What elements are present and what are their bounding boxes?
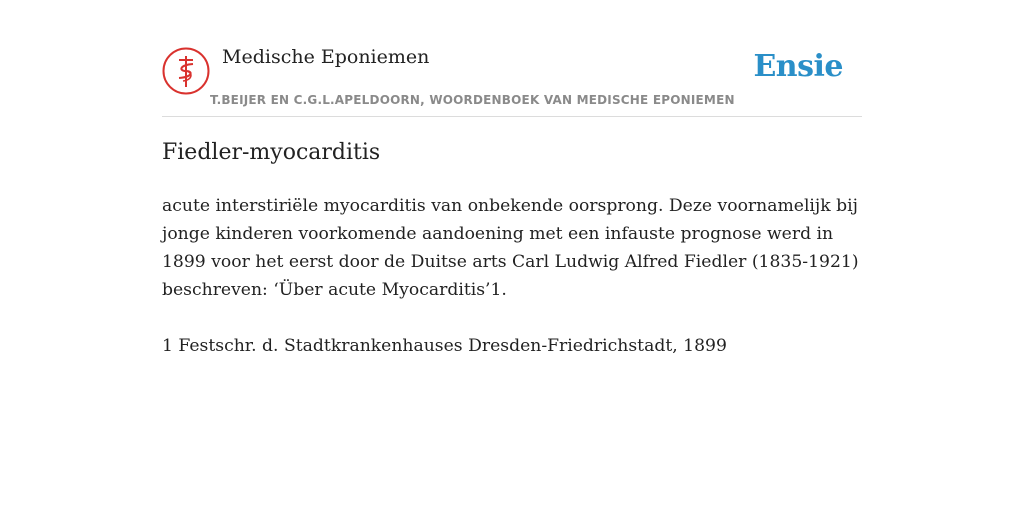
ensie-logo[interactable]: Ensie [753,49,843,84]
entry-definition: acute interstiriële myocarditis van onbekende oorsprong. Deze voornamelijk bij jonge kinderen voorkomende aandoening met een infauste prognose werd in 1899 voor het eerst door de Duitse arts Carl Ludwig Alfred Fiedler (1835-1921) beschreven: ‘Über acute Myocarditis’1. [162,196,859,300]
source-title[interactable]: Medische Eponiemen [222,46,430,68]
entry-footnote: 1 Festschr. d. Stadtkrankenhauses Dresden-Friedrichstadt, 1899 [162,336,727,356]
caduceus-icon[interactable] [162,47,210,95]
source-header [162,40,862,117]
entry-term: Fiedler-myocarditis [162,140,381,165]
source-subtitle: T.BEIJER EN C.G.L.APELDOORN, WOORDENBOEK VAN MEDISCHE EPONIEMEN [210,93,735,107]
